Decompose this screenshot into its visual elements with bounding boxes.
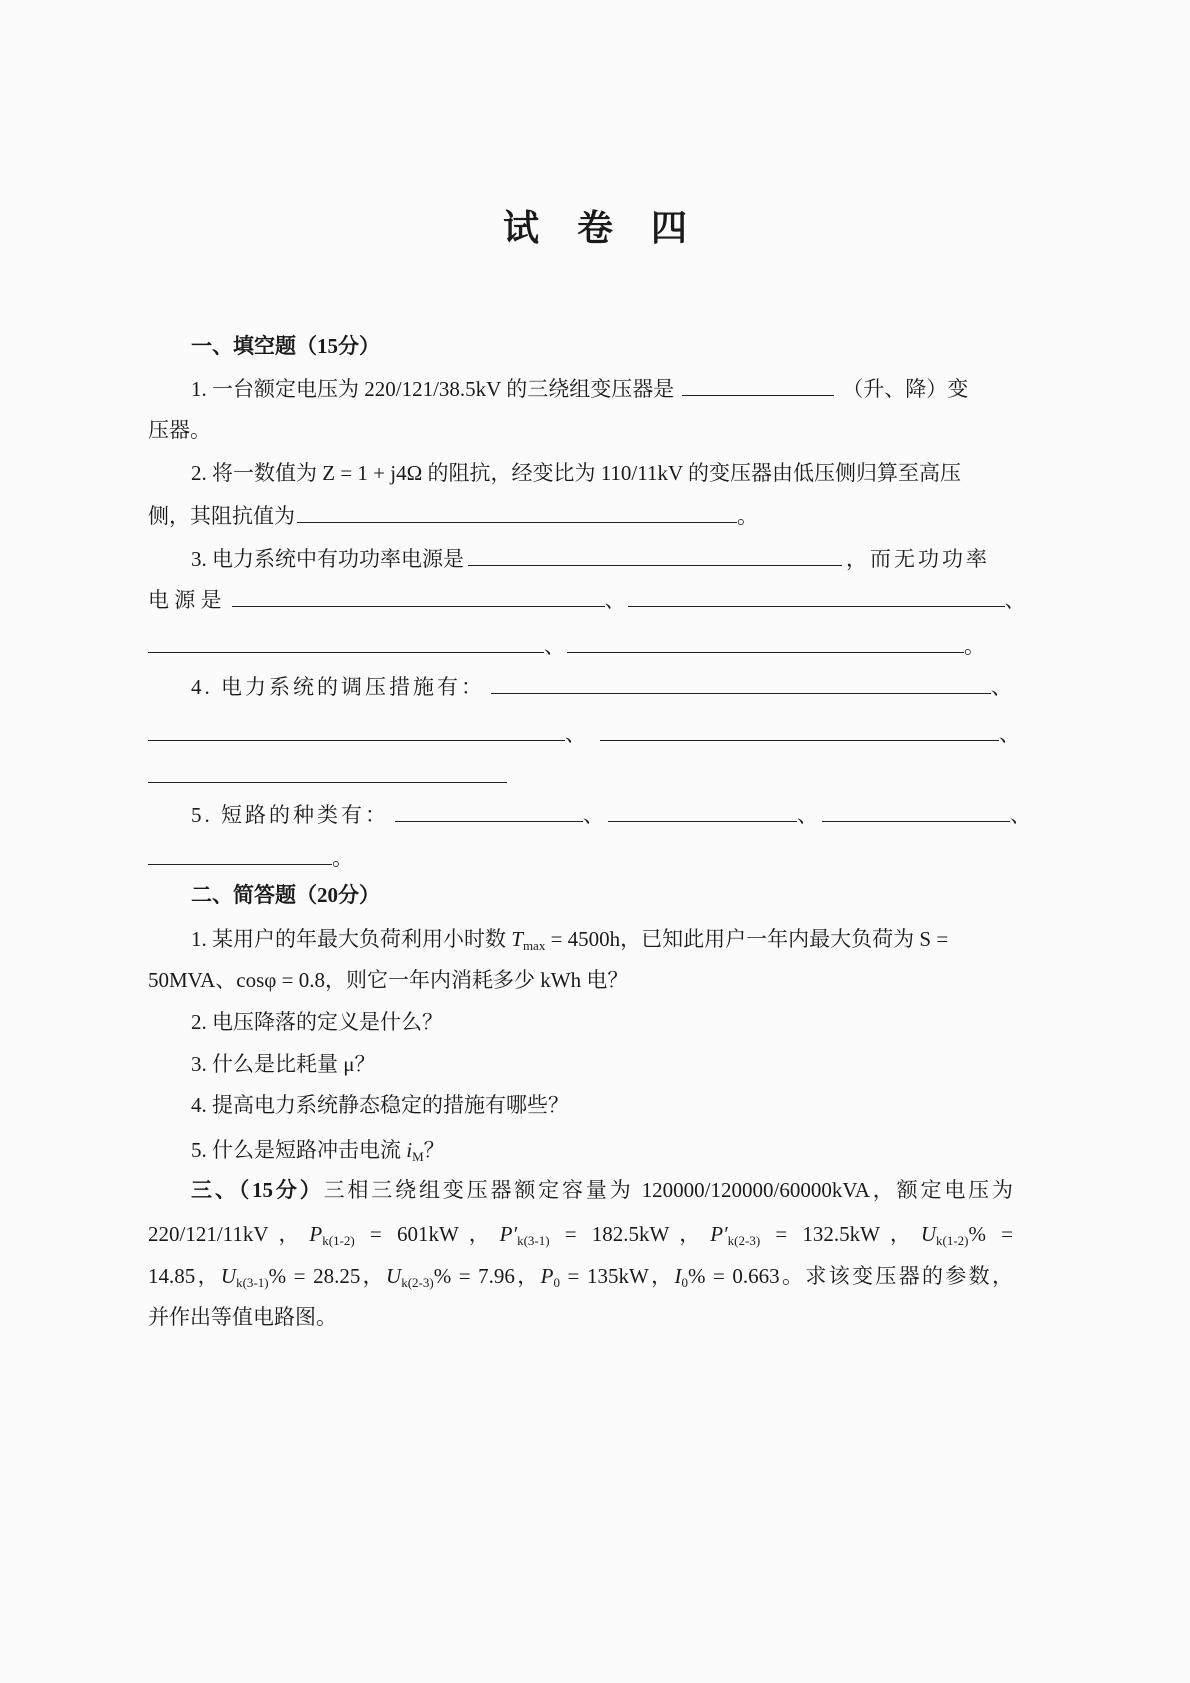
symbol: U	[386, 1264, 402, 1288]
s1-q3-line3: 、 。	[148, 633, 1013, 659]
s2-q5: 5. 什么是短路冲击电流 $i_M$？	[191, 1138, 445, 1164]
symbol: I	[674, 1264, 682, 1288]
answer-blank[interactable]	[567, 634, 964, 653]
page-title: 试卷四	[502, 208, 725, 248]
formula-text: 220/121/11kV，	[148, 1222, 310, 1246]
s2-q1-line1: 1. 某用户的年最大负荷利用小时数 $T_{max} = 4500h$，已知此用户一年内最大负荷为 S =	[191, 927, 949, 953]
formula-text: = 132.5kW，	[760, 1222, 921, 1246]
s1-q3-line2: 电 源 是 、 、	[148, 588, 1026, 612]
s1-q2-line1: 2. 将一数值为 Z = 1 + j4Ω 的阻抗，经变比为 110/11kV 的变压器由低压侧归算至高压	[191, 461, 962, 485]
symbol: P′	[710, 1222, 728, 1246]
s1-q5-line2: 。	[148, 845, 1013, 871]
symbol: P′	[499, 1222, 518, 1246]
formula-text: % = 0.663。求该变压器的参数，	[687, 1264, 1014, 1288]
subscript: k(1-2)	[322, 1233, 355, 1248]
s1-q3-line1: 3. 电力系统中有功功率电源是 ，而无功功率	[191, 547, 990, 571]
s2-q3: 3. 什么是比耗量 μ？	[191, 1052, 376, 1076]
s2-q1-line2: 50MVA、cosφ = 0.8，则它一年内消耗多少 kWh 电？	[148, 968, 629, 992]
symbol: U	[920, 1222, 936, 1246]
subscript: k(3-1)	[517, 1233, 550, 1248]
s2-q2: 2. 电压降落的定义是什么？	[191, 1010, 443, 1034]
subscript: k(1-2)	[935, 1233, 969, 1248]
formula-text: 14.85，	[148, 1264, 221, 1288]
symbol: P	[540, 1264, 554, 1288]
s3-line2	[148, 1221, 1013, 1254]
s1-q4-line2: 、 、	[148, 721, 1013, 747]
formula-text: = 135kW，	[559, 1264, 675, 1288]
s1-q5-line1: 5. 短路的种类有： 、 、 、	[191, 803, 1031, 827]
formula-text: = 182.5kW，	[549, 1222, 711, 1246]
s3-line3	[148, 1263, 1013, 1296]
answer-blank[interactable]	[468, 547, 842, 566]
s2-q4: 4. 提高电力系统静态稳定的措施有哪些？	[191, 1093, 569, 1117]
s3-line1: 三、（15分）三相三绕组变压器额定容量为 120000/120000/60000kVA，额定电压为	[191, 1178, 1014, 1202]
answer-blank[interactable]	[148, 846, 332, 865]
symbol: U	[220, 1264, 237, 1288]
answer-blank[interactable]	[600, 722, 999, 741]
s3-line4: 并作出等值电路图。	[148, 1305, 337, 1329]
s1-q4-line1: 4. 电力系统的调压措施有： 、	[191, 675, 1012, 699]
answer-blank[interactable]	[628, 588, 1005, 607]
s1-q4-line3	[148, 763, 1013, 789]
answer-blank[interactable]	[491, 675, 991, 694]
answer-blank[interactable]	[682, 377, 834, 396]
s1-q1-line1: 1. 一台额定电压为 220/121/38.5kV 的三绕组变压器是 （升、降）变	[191, 377, 969, 401]
answer-blank[interactable]	[148, 722, 565, 741]
answer-blank[interactable]	[232, 588, 605, 607]
formula-text: % = 28.25，	[268, 1264, 387, 1288]
formula-text: % =	[968, 1222, 1014, 1246]
subscript: 0	[553, 1275, 560, 1290]
answer-blank[interactable]	[297, 504, 737, 523]
subscript: k(2-3)	[401, 1275, 434, 1290]
section-1-header: 一、填空题（15分）	[191, 334, 380, 358]
s1-q1-line2: 压器。	[148, 418, 211, 442]
subscript: 0	[681, 1275, 688, 1290]
answer-blank[interactable]	[395, 803, 583, 822]
formula-text: = 601kW，	[354, 1222, 500, 1246]
answer-blank[interactable]	[608, 803, 797, 822]
answer-blank[interactable]	[148, 634, 544, 653]
s1-q2-line2: 侧，其阻抗值为 。	[148, 504, 758, 528]
answer-blank[interactable]	[148, 764, 507, 783]
symbol: P	[309, 1222, 323, 1246]
answer-blank[interactable]	[822, 803, 1010, 822]
subscript: k(3-1)	[236, 1275, 269, 1290]
subscript: k(2-3)	[727, 1233, 761, 1248]
formula-text: % = 7.96，	[433, 1264, 541, 1288]
section-2-header: 二、简答题（20分）	[191, 883, 380, 907]
